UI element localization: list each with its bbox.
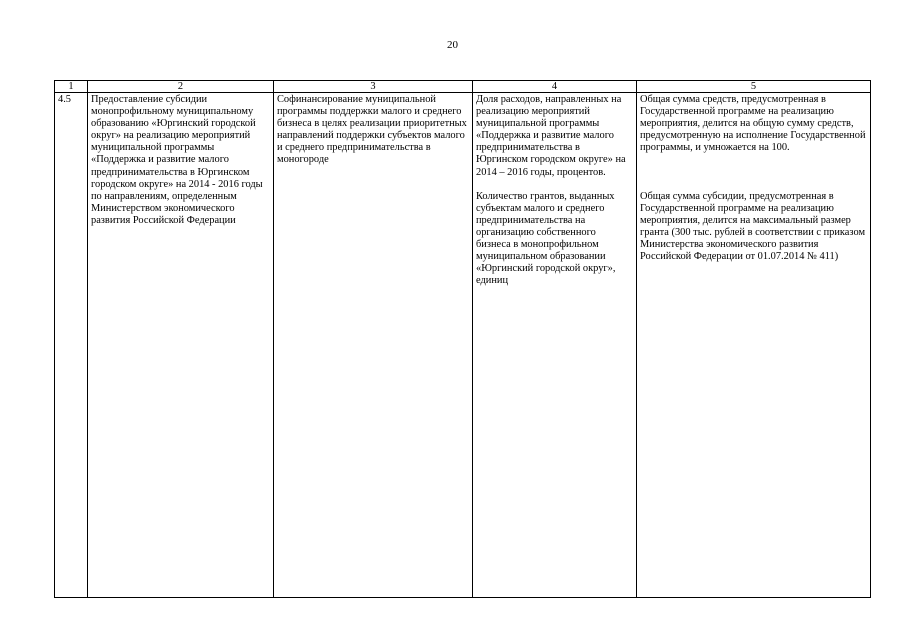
indicator-cell <box>473 93 637 598</box>
header-col-2: 2 <box>88 81 274 93</box>
measure-goal-cell: Софинансирование муниципальной программы поддержки малого и среднего бизнеса в целях реализации приоритетных направлений поддержки субъектов малого и среднего предпринимательства в моногороде <box>274 93 473 598</box>
table-row <box>55 93 871 598</box>
paragraph-spacer <box>640 154 867 166</box>
method-grants-text: Общая сумма субсидии, предусмотренная в Государственной программе на реализацию мероприятия, делится на максимальный размер гранта (300 тыс. рублей в соответствии с приказом Министерства экономического развития Российской Федерации от 01.07.2014 № 411) <box>640 190 866 263</box>
paragraph-spacer <box>640 167 867 179</box>
measures-table <box>54 80 871 598</box>
header-col-4: 4 <box>473 81 637 93</box>
paragraph-spacer <box>476 179 633 191</box>
header-col-3: 3 <box>274 81 473 93</box>
page-number: 20 <box>447 39 458 51</box>
header-col-5: 5 <box>637 81 871 93</box>
calculation-method-cell <box>637 93 871 598</box>
method-share-text: Общая сумма средств, предусмотренная в Государственной программе на реализацию мероприятия, делится на общую сумму средств, предусмотренную на исполнение Государственной программы, и умножается на 100. <box>640 94 866 154</box>
table-header-row <box>55 81 871 93</box>
indicator-share-text: Доля расходов, направленных на реализацию мероприятий муниципальной программы «Поддержка и развитие малого предпринимательства в Юргинском городском округе» на 2014 – 2016 годы, процентов. <box>476 94 626 178</box>
indicator-grants-text: Количество грантов, выданных субъектам малого и среднего предпринимательства на организацию собственного бизнеса в монопрофильном муниципальном образовании «Юргинский городской округ», единиц <box>476 190 616 287</box>
paragraph-spacer <box>640 179 867 191</box>
row-number-cell: 4.5 <box>55 93 88 598</box>
measure-name-cell: Предоставление субсидии монопрофильному муниципальному образованию «Юргинский городской округ» на реализацию мероприятий муниципальной программы «Поддержка и развитие малого предпринимательства в Юргинском городском округе» на 2014 - 2016 годы по направлениям, определенным Министерством экономического развития Российской Федерации <box>88 93 274 598</box>
header-col-1: 1 <box>55 81 88 93</box>
